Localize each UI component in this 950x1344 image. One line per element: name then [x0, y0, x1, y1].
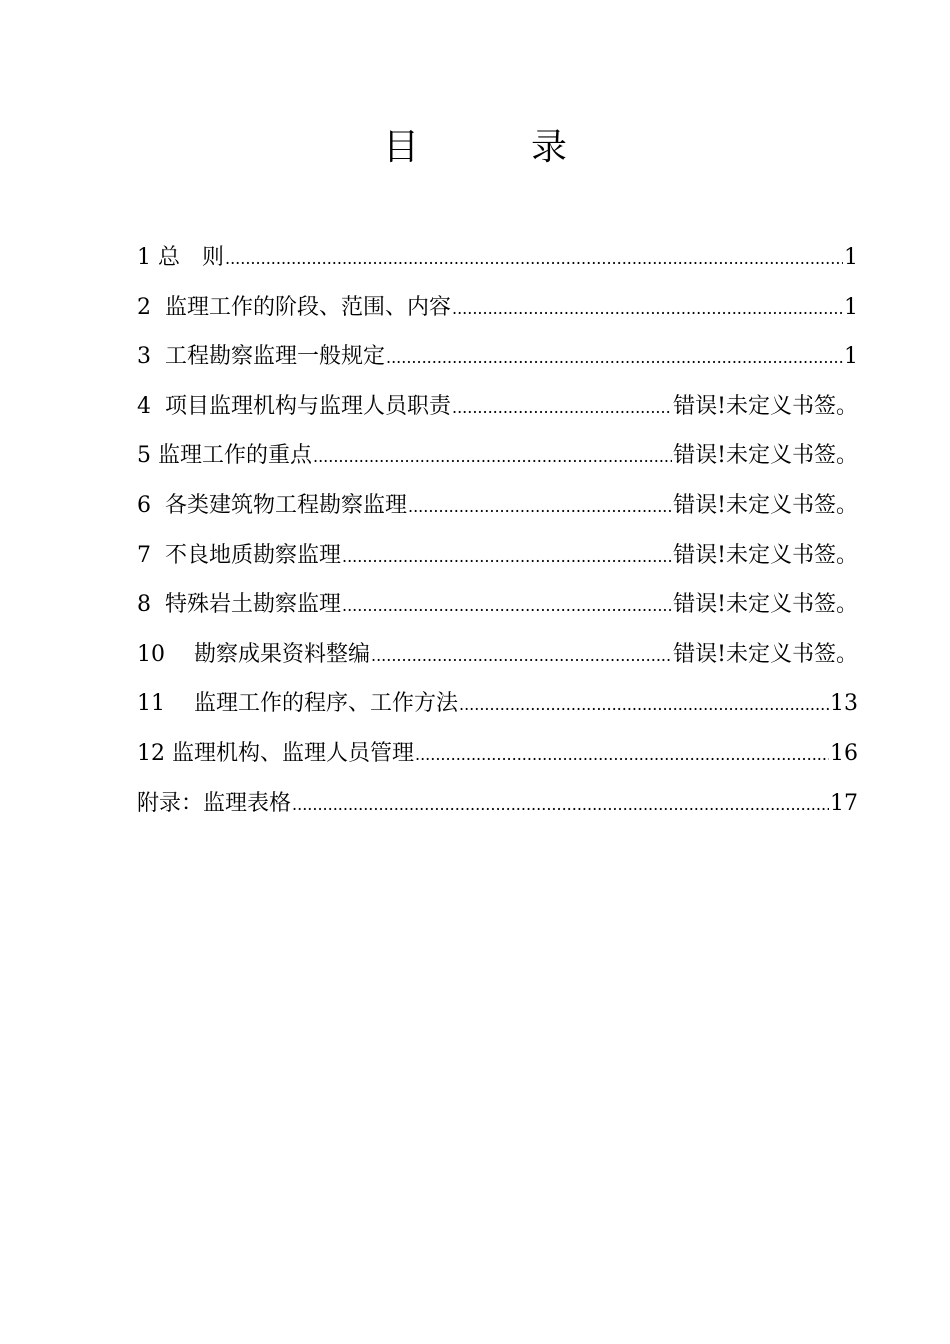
- toc-entry-page: 错误!未定义书签。: [673, 641, 858, 667]
- toc-entry[interactable]: [137, 684, 858, 734]
- toc-entry-page: 17: [830, 790, 858, 816]
- toc-entry-page: 16: [830, 740, 858, 766]
- toc-leader-dots: [342, 537, 672, 577]
- toc-entry-label: 8 特殊岩土勘察监理: [137, 592, 341, 618]
- toc-entry-label: 6 各类建筑物工程勘察监理: [137, 492, 407, 518]
- table-of-contents: [137, 238, 858, 833]
- toc-leader-dots: [225, 239, 843, 279]
- toc-entry-page: 1: [844, 344, 858, 370]
- toc-leader-dots: [313, 437, 672, 477]
- toc-entry[interactable]: [137, 387, 858, 437]
- toc-entry-label: 附录：监理表格: [137, 790, 292, 816]
- toc-leader-dots: [459, 685, 829, 725]
- toc-leader-dots: [452, 289, 843, 329]
- toc-leader-dots: [415, 735, 829, 775]
- toc-entry[interactable]: [137, 486, 858, 536]
- toc-entry-page: 错误!未定义书签。: [673, 492, 858, 518]
- toc-entry[interactable]: [137, 536, 858, 586]
- toc-entry-page: 1: [844, 294, 858, 320]
- toc-entry[interactable]: [137, 238, 858, 288]
- toc-title: 目 录: [382, 127, 605, 168]
- toc-entry-page: 1: [844, 245, 858, 270]
- toc-entry-page: 错误!未定义书签。: [673, 542, 858, 568]
- toc-leader-dots: [292, 785, 829, 825]
- toc-entry-label: 1 总 则: [137, 245, 224, 270]
- toc-entry[interactable]: [137, 734, 858, 784]
- toc-entry-page: 错误!未定义书签。: [673, 393, 858, 419]
- toc-entry-label: 2 监理工作的阶段、范围、内容: [137, 294, 451, 320]
- toc-entry-label: 11 监理工作的程序、工作方法: [137, 691, 458, 717]
- toc-entry[interactable]: [137, 635, 858, 685]
- toc-entry-label: 3 工程勘察监理一般规定: [137, 344, 385, 370]
- toc-entry-label: 12 监理机构、监理人员管理: [137, 740, 414, 766]
- toc-leader-dots: [342, 586, 672, 626]
- toc-entry[interactable]: [137, 784, 858, 834]
- toc-entry-label: 7 不良地质勘察监理: [137, 542, 341, 568]
- toc-entry-label: 5 监理工作的重点: [137, 443, 312, 469]
- toc-entry[interactable]: [137, 288, 858, 338]
- toc-entry[interactable]: [137, 436, 858, 486]
- toc-entry-label: 10 勘察成果资料整编: [137, 641, 370, 667]
- toc-leader-dots: [408, 487, 672, 527]
- toc-leader-dots: [452, 388, 672, 428]
- toc-entry-page: 错误!未定义书签。: [673, 592, 858, 618]
- toc-entry[interactable]: [137, 337, 858, 387]
- toc-leader-dots: [386, 338, 843, 378]
- toc-entry-label: 4 项目监理机构与监理人员职责: [137, 393, 451, 419]
- toc-entry-page: 13: [830, 691, 858, 717]
- toc-entry[interactable]: [137, 585, 858, 635]
- toc-entry-page: 错误!未定义书签。: [673, 443, 858, 469]
- toc-leader-dots: [371, 636, 672, 676]
